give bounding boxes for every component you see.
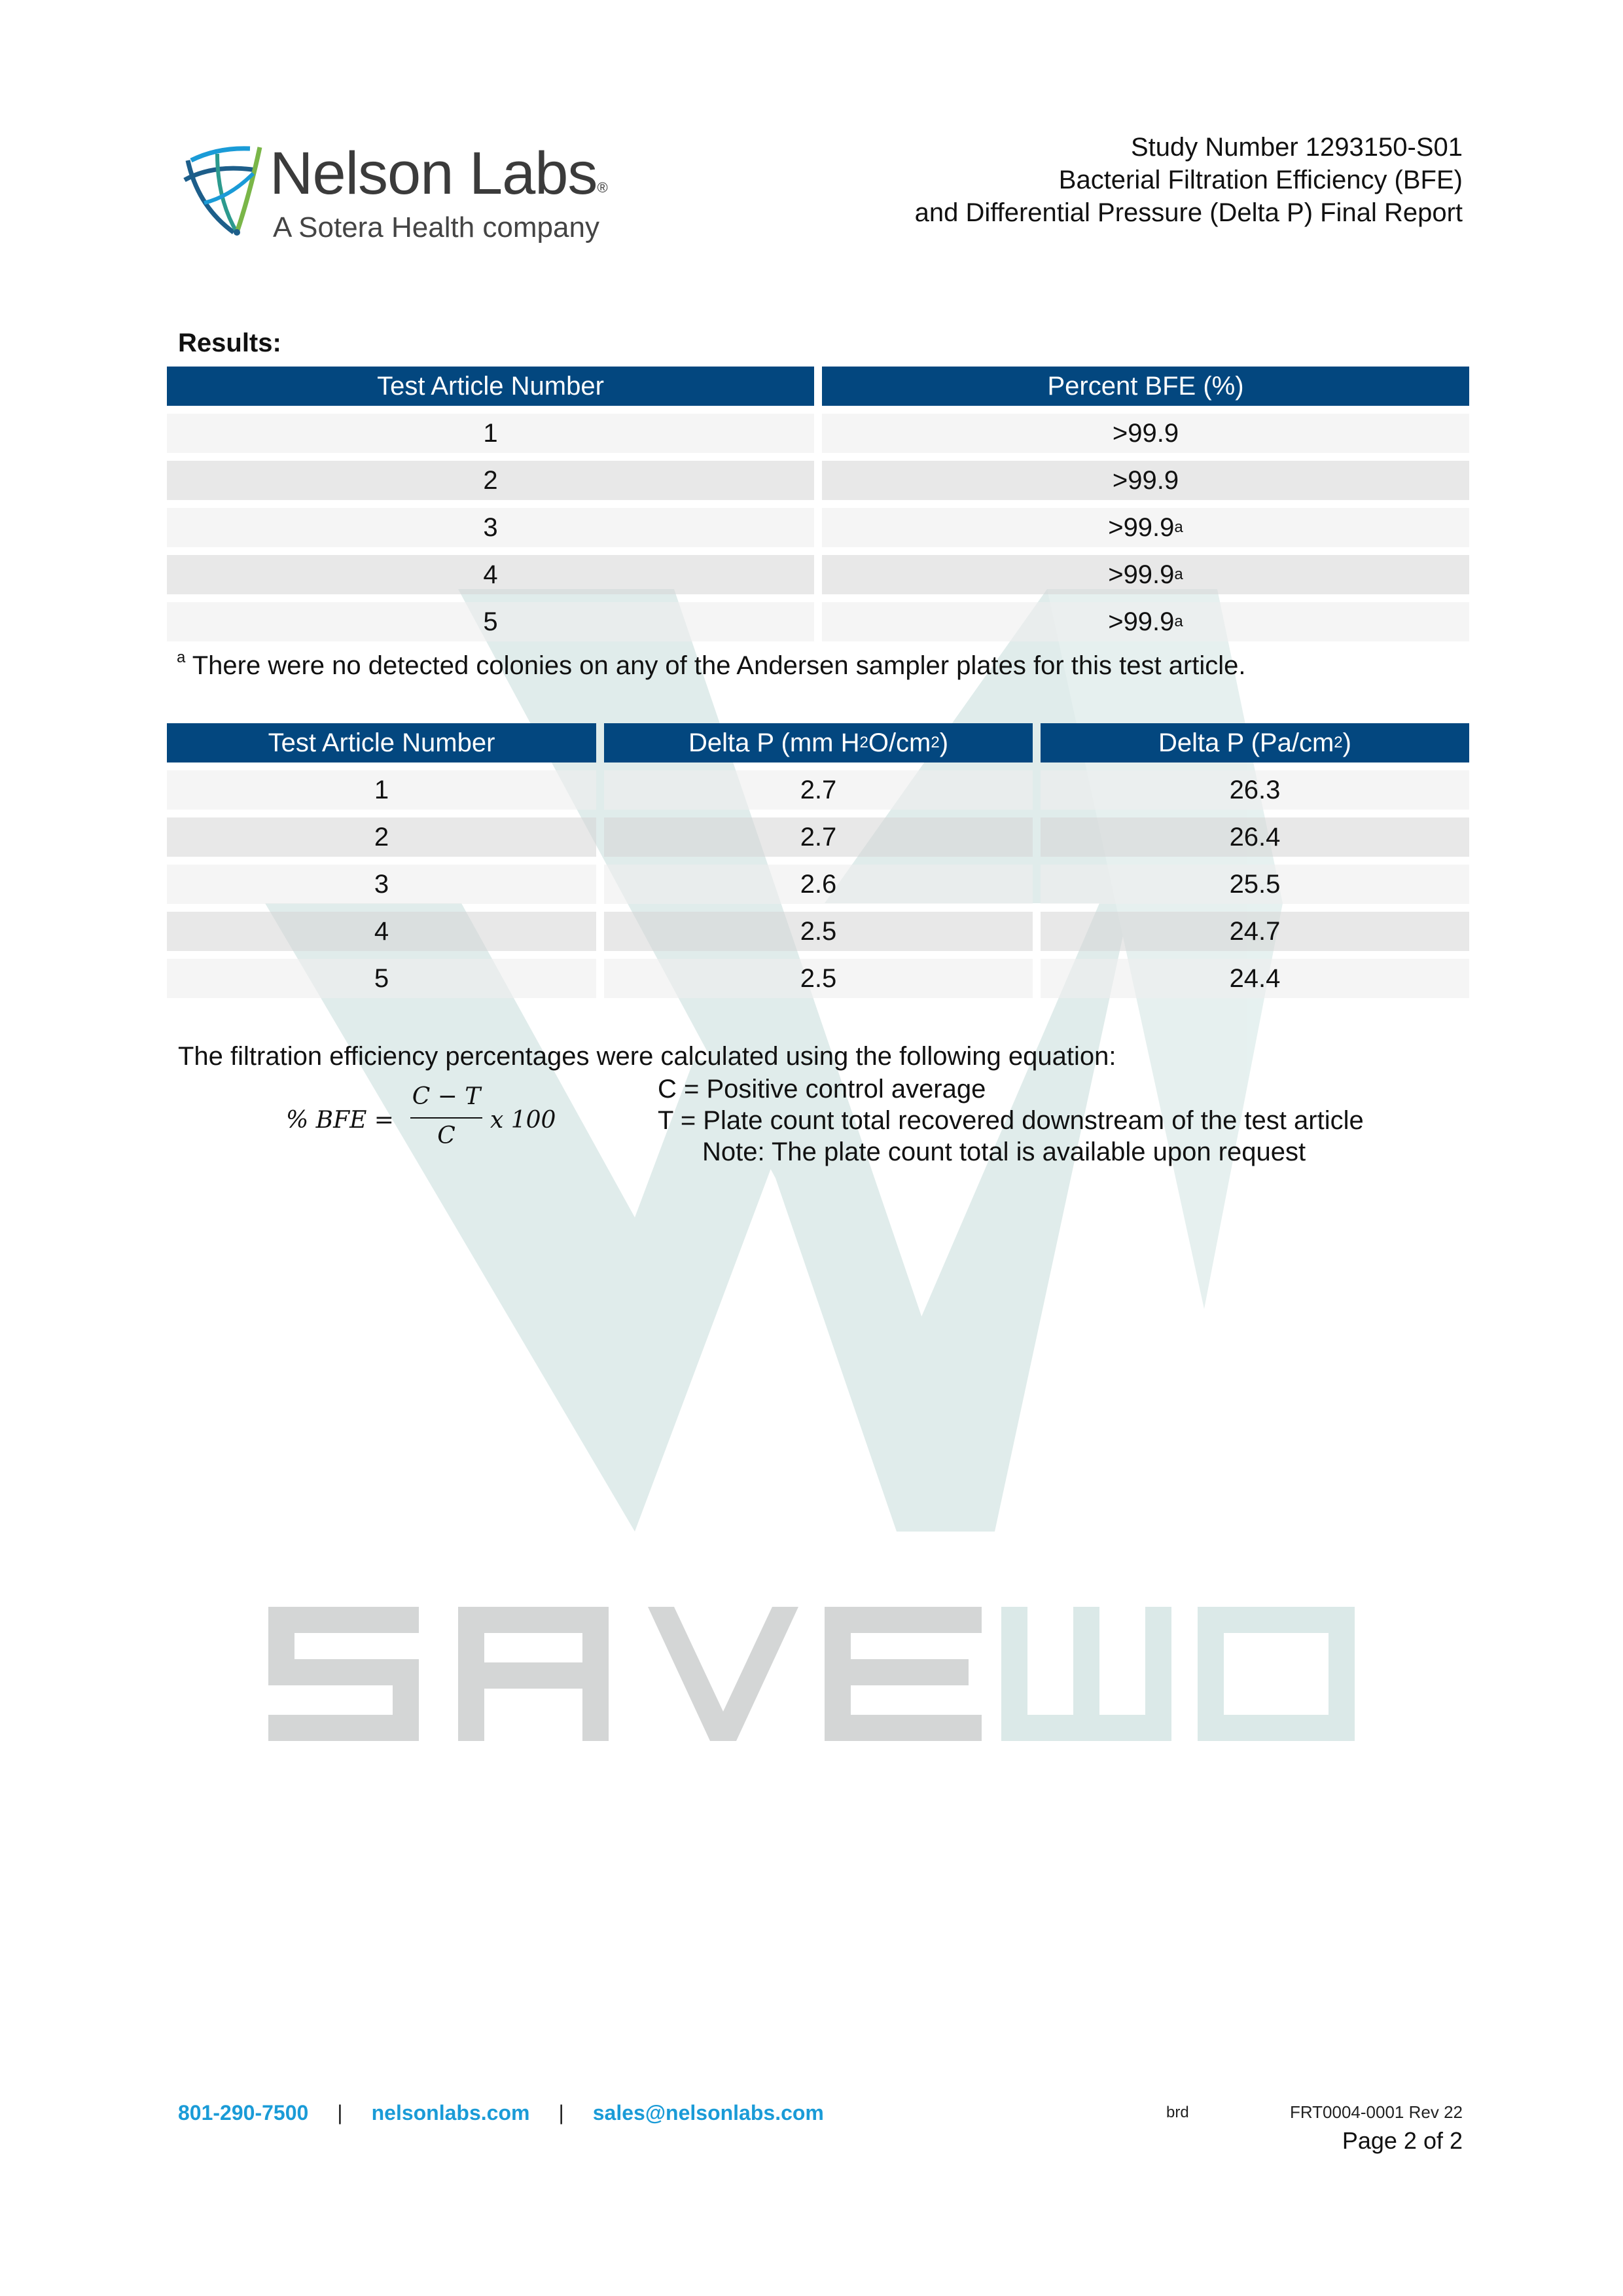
footer-initials: brd bbox=[1166, 2104, 1189, 2121]
delta-p-pa-cell: 26.3 bbox=[1041, 770, 1469, 810]
results-heading: Results: bbox=[178, 329, 281, 357]
definition-c: C = Positive control average bbox=[658, 1075, 986, 1103]
formula-numerator: C − T bbox=[412, 1083, 481, 1110]
footer-website-link[interactable]: nelsonlabs.com bbox=[371, 2101, 530, 2125]
column-header-test-article: Test Article Number bbox=[167, 723, 596, 762]
report-header bbox=[915, 131, 1463, 229]
footer-contacts bbox=[178, 2101, 824, 2125]
footer-phone[interactable]: 801-290-7500 bbox=[178, 2101, 309, 2125]
test-article-cell: 3 bbox=[167, 508, 814, 547]
formula-rhs: x 100 bbox=[490, 1107, 556, 1134]
delta-p-mm-cell: 2.7 bbox=[604, 770, 1033, 810]
column-header-test-article: Test Article Number bbox=[167, 367, 814, 406]
study-number: Study Number 1293150-S01 bbox=[1131, 133, 1463, 162]
bfe-value-cell: >99.9 a bbox=[822, 602, 1469, 641]
test-article-cell: 1 bbox=[167, 770, 596, 810]
test-article-cell: 4 bbox=[167, 912, 596, 951]
table-row bbox=[167, 817, 1469, 857]
table-row bbox=[167, 602, 1469, 641]
bfe-value-cell: >99.9 a bbox=[822, 555, 1469, 594]
watermark-lettering bbox=[268, 1607, 1355, 1741]
test-article-cell: 3 bbox=[167, 865, 596, 904]
footer-email-link[interactable]: sales@nelsonlabs.com bbox=[592, 2101, 824, 2125]
delta-p-pa-cell: 26.4 bbox=[1041, 817, 1469, 857]
bfe-value-cell: >99.9 bbox=[822, 414, 1469, 453]
fraction-bar bbox=[410, 1117, 482, 1119]
column-header-delta-p-pa: Delta P (Pa/cm 2 ) bbox=[1041, 723, 1469, 762]
page-number: Page 2 of 2 bbox=[1342, 2127, 1463, 2154]
table-row bbox=[167, 414, 1469, 453]
delta-p-mm-cell: 2.5 bbox=[604, 959, 1033, 998]
equation-definitions bbox=[658, 1073, 1364, 1168]
test-article-cell: 1 bbox=[167, 414, 814, 453]
delta-p-pa-cell: 25.5 bbox=[1041, 865, 1469, 904]
table-row bbox=[167, 461, 1469, 500]
delta-p-mm-cell: 2.5 bbox=[604, 912, 1033, 951]
formula-denominator: C bbox=[437, 1122, 455, 1149]
column-header-percent-bfe: Percent BFE (%) bbox=[822, 367, 1469, 406]
bfe-value-cell: >99.9 bbox=[822, 461, 1469, 500]
table-row bbox=[167, 555, 1469, 594]
bfe-formula bbox=[286, 1083, 561, 1155]
logo-tagline: A Sotera Health company bbox=[273, 211, 599, 243]
table-footnote: $^a$ There were no detected colonies on any of the Andersen sampler plates for this test article. bbox=[177, 649, 1246, 680]
logo-wordmark: Nelson Labs® bbox=[270, 140, 607, 207]
nelson-labs-globe-icon bbox=[178, 134, 276, 239]
test-article-cell: 5 bbox=[167, 959, 596, 998]
report-title-line1: Bacterial Filtration Efficiency (BFE) bbox=[1058, 166, 1463, 194]
table-header-row bbox=[167, 723, 1469, 762]
table-header-row bbox=[167, 367, 1469, 406]
footer-separator: | bbox=[558, 2101, 564, 2125]
table-row bbox=[167, 508, 1469, 547]
delta-p-pa-cell: 24.4 bbox=[1041, 959, 1469, 998]
footer-separator: | bbox=[337, 2101, 343, 2125]
table-row bbox=[167, 770, 1469, 810]
test-article-cell: 4 bbox=[167, 555, 814, 594]
test-article-cell: 2 bbox=[167, 461, 814, 500]
formula-lhs: % BFE = bbox=[286, 1107, 394, 1134]
table-row bbox=[167, 865, 1469, 904]
delta-p-table bbox=[167, 723, 1469, 998]
table-row bbox=[167, 912, 1469, 951]
report-title-line2: and Differential Pressure (Delta P) Final Report bbox=[914, 198, 1463, 227]
nelson-labs-logo bbox=[178, 134, 610, 249]
delta-p-pa-cell: 24.7 bbox=[1041, 912, 1469, 951]
delta-p-mm-cell: 2.7 bbox=[604, 817, 1033, 857]
bfe-results-table bbox=[167, 367, 1469, 641]
footnote-marker: a bbox=[177, 649, 186, 666]
equation-intro: The filtration efficiency percentages were calculated using the following equation: bbox=[178, 1042, 1116, 1071]
footer-form-number: FRT0004-0001 Rev 22 bbox=[1289, 2102, 1463, 2122]
test-article-cell: 2 bbox=[167, 817, 596, 857]
test-article-cell: 5 bbox=[167, 602, 814, 641]
column-header-delta-p-mm: Delta P (mm H 2 O/cm 2 ) bbox=[604, 723, 1033, 762]
equation-note: Note: The plate count total is available upon request bbox=[702, 1138, 1306, 1166]
bfe-value-cell: >99.9 a bbox=[822, 508, 1469, 547]
delta-p-mm-cell: 2.6 bbox=[604, 865, 1033, 904]
definition-t: T = Plate count total recovered downstream of the test article bbox=[658, 1106, 1364, 1135]
table-row bbox=[167, 959, 1469, 998]
